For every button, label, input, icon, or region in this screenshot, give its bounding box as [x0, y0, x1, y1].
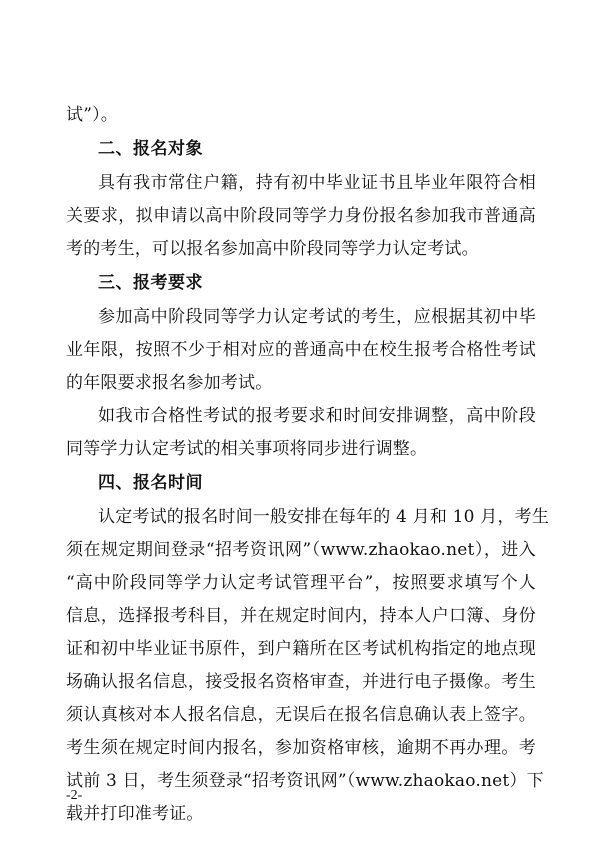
paragraph-line: 须在规定期间登录“招考资讯网”（www.zhaokao.net），进入 [66, 540, 536, 560]
paragraph-line: 试前 3 日，考生须登录“招考资讯网”（www.zhaokao.net）下 [66, 771, 544, 791]
paragraph-line: 考的考生，可以报名参加高中阶段同等学力认定考试。 [66, 239, 479, 259]
paragraph-line: 试”）。 [66, 105, 118, 125]
paragraph-line: 的年限要求报名参加考试。 [66, 373, 273, 393]
page-number: -2- [66, 788, 83, 803]
paragraph-line: 认定考试的报名时间一般安排在每年的 4 月和 10 月，考生 [98, 507, 550, 527]
paragraph-line: 信息，选择报考科目，并在规定时间内，持本人户口簿、身份 [66, 606, 536, 626]
paragraph-line: 同等学力认定考试的相关事项将同步进行调整。 [66, 439, 428, 459]
paragraph-line: 如我市合格性考试的报考要求和时间安排调整，高中阶段 [98, 406, 536, 426]
paragraph-line: 业年限，按照不少于相对应的普通高中在校生报考合格性考试 [66, 340, 536, 360]
paragraph-line: 考生须在规定时间内报名，参加资格审核，逾期不再办理。考 [66, 738, 536, 758]
section-heading-eligibility: 二、报名对象 [98, 139, 203, 159]
paragraph-line: 场确认报名信息，接受报名资格审查，并进行电子摄像。考生 [66, 672, 536, 692]
paragraph-line: 关要求，拟申请以高中阶段同等学力身份报名参加我市普通高 [66, 206, 536, 226]
paragraph-line: 须认真核对本人报名信息，无误后在报名信息确认表上签字。 [66, 705, 536, 725]
paragraph-line: “高中阶段同等学力认定考试管理平台”，按照要求填写个人 [66, 573, 536, 593]
paragraph-line: 参加高中阶段同等学力认定考试的考生，应根据其初中毕 [98, 307, 536, 327]
paragraph-line: 载并打印准考证。 [66, 804, 204, 824]
section-heading-requirements: 三、报考要求 [98, 273, 203, 293]
paragraph-line: 证和初中毕业证书原件，到户籍所在区考试机构指定的地点现 [66, 639, 536, 659]
paragraph-line: 具有我市常住户籍，持有初中毕业证书且毕业年限符合相 [98, 173, 536, 193]
section-heading-registration-time: 四、报名时间 [98, 473, 203, 493]
